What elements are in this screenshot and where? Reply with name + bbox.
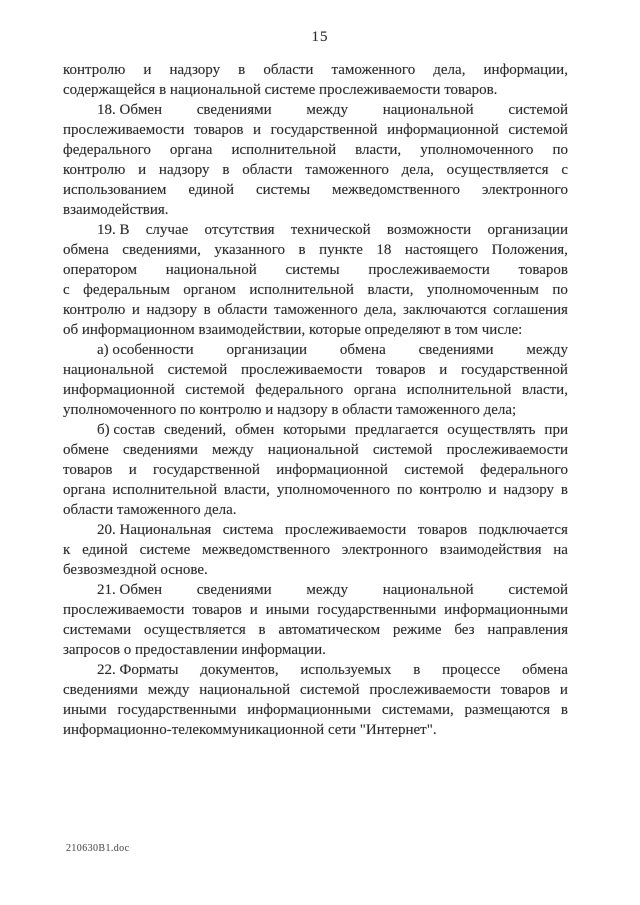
paragraph-line: уполномоченного по контролю и надзору в области таможенного дела; [63, 402, 517, 418]
paragraph-line: обмене сведениями между национальной системой прослеживаемости [63, 442, 568, 458]
paragraph-line: использованием единой системы межведомственного электронного [63, 182, 568, 198]
paragraph-line: прослеживаемости товаров и государственной информационной системой [63, 122, 568, 138]
paragraph-line: информационно-телекоммуникационной сети "Интернет". [63, 722, 437, 738]
paragraph-line: обмена сведениями, указанного в пункте 18 настоящего Положения, [63, 242, 568, 258]
footer-doc-id: 210630B1.doc [66, 843, 130, 854]
paragraph-line: оператором национальной системы прослеживаемости товаров [63, 262, 568, 278]
paragraph-line: 22. Форматы документов, используемых в процессе обмена [97, 662, 568, 678]
paragraph-line: прослеживаемости товаров и иными государственными информационными [63, 602, 568, 618]
paragraph-line: об информационном взаимодействии, которые определяют в том числе: [63, 322, 523, 338]
paragraph-line: контролю и надзору в области таможенного дела, заключаются соглашения [63, 302, 568, 318]
paragraph-line: а) особенности организации обмена сведениями между [97, 342, 568, 358]
paragraph-line: с федеральным органом исполнительной власти, уполномоченным по [63, 282, 568, 298]
paragraph-line: органа исполнительной власти, уполномоченного по контролю и надзору в [63, 482, 568, 498]
paragraph-line: контролю и надзору в области таможенного дела, информации, [63, 62, 568, 78]
paragraph-line: федерального органа исполнительной власти, уполномоченного по [63, 142, 568, 158]
paragraph-line: контролю и надзору в области таможенного дела, осуществляется с [63, 162, 568, 178]
paragraph-line: товаров и государственной информационной системой федерального [63, 462, 568, 478]
paragraph-line: системами осуществляется в автоматическом режиме без направления [63, 622, 568, 638]
paragraph-line: области таможенного дела. [63, 502, 237, 518]
paragraph-line: к единой системе межведомственного электронного взаимодействия на [63, 542, 568, 558]
paragraph-line: 19. В случае отсутствия технической возможности организации [97, 222, 568, 238]
paragraph-line: национальной системой прослеживаемости товаров и государственной [63, 362, 568, 378]
paragraph-line: 20. Национальная система прослеживаемости товаров подключается [97, 522, 568, 538]
paragraph-line: запросов о предоставлении информации. [63, 642, 326, 658]
paragraph-line: б) состав сведений, обмен которыми предлагается осуществлять при [97, 422, 568, 438]
page-number: 15 [311, 29, 329, 45]
paragraph-line: 18. Обмен сведениями между национальной системой [97, 102, 568, 118]
paragraph-line: 21. Обмен сведениями между национальной системой [97, 582, 568, 598]
paragraph-line: взаимодействия. [63, 202, 169, 218]
document-body [63, 60, 568, 740]
paragraph-line: безвозмездной основе. [63, 562, 208, 578]
paragraph-line: сведениями между национальной системой прослеживаемости товаров и [63, 682, 568, 698]
paragraph-line: информационной системой федерального органа исполнительной власти, [63, 382, 568, 398]
paragraph-line: иными государственными информационными системами, размещаются в [63, 702, 568, 718]
paragraph-line: содержащейся в национальной системе прослеживаемости товаров. [63, 82, 498, 98]
